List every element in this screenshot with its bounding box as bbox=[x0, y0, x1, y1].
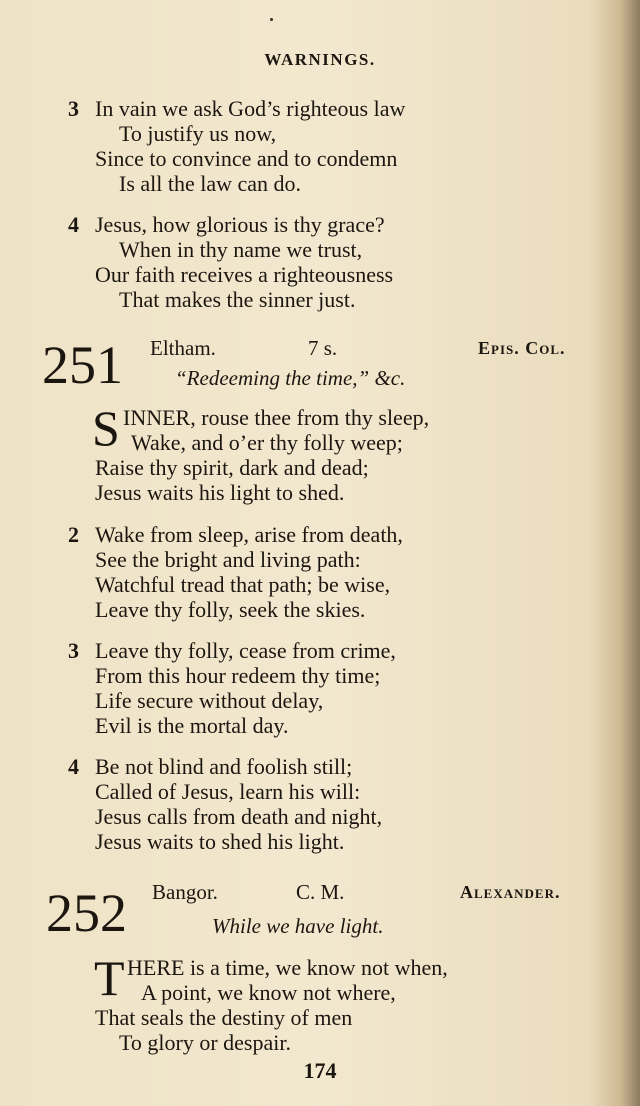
verse-line: 3 Leave thy folly, cease from crime, bbox=[68, 638, 396, 663]
verse-line: Evil is the mortal day. bbox=[95, 713, 289, 738]
composer: Epis. Col. bbox=[478, 338, 566, 358]
tune-name: Eltham. bbox=[150, 336, 216, 360]
hymn-251-stanza-3 bbox=[0, 638, 640, 738]
verse-line: See the bright and living path: bbox=[95, 547, 361, 572]
meter: 7 s. bbox=[308, 336, 338, 360]
hymn-252-stanza-1 bbox=[0, 950, 640, 1055]
verse-line: INNER, rouse thee from thy sleep, bbox=[123, 405, 430, 430]
verse-line: Raise thy spirit, dark and dead; bbox=[95, 455, 369, 480]
hymn-number: 252 bbox=[46, 883, 127, 943]
hymn-251-stanza-2 bbox=[0, 522, 640, 622]
running-header: WARNINGS. bbox=[264, 50, 376, 69]
verse-line: Jesus calls from death and night, bbox=[95, 804, 383, 829]
page-number: 174 bbox=[303, 1058, 337, 1083]
verse-line: HERE is a time, we know not when, bbox=[127, 955, 448, 980]
stanza-3-top bbox=[0, 96, 640, 196]
verse-line: 2 Wake from sleep, arise from death, bbox=[68, 522, 403, 547]
verse-line: Called of Jesus, learn his will: bbox=[95, 779, 361, 804]
stanza-number: 3 bbox=[68, 638, 79, 663]
composer: Alexander. bbox=[460, 882, 561, 902]
meter: C. M. bbox=[296, 880, 345, 904]
stanza-4-top bbox=[0, 212, 640, 312]
verse-line: Is all the law can do. bbox=[119, 171, 302, 196]
verse-line: 4 Be not blind and foolish still; bbox=[68, 754, 353, 779]
verse-line: Since to convince and to condemn bbox=[95, 146, 398, 171]
tune-name: Bangor. bbox=[152, 880, 218, 904]
hymn-subtitle: “Redeeming the time,” &c. bbox=[175, 366, 406, 390]
verse-line: A point, we know not where, bbox=[141, 980, 396, 1005]
hymn-252-heading bbox=[0, 880, 640, 960]
stanza-number: 2 bbox=[68, 522, 79, 547]
drop-cap: T bbox=[94, 950, 125, 1006]
verse-line: To justify us now, bbox=[119, 121, 277, 146]
hymn-number: 251 bbox=[42, 335, 123, 395]
verse-line: When in thy name we trust, bbox=[119, 237, 363, 262]
ink-speck bbox=[270, 18, 273, 21]
verse-line: Leave thy folly, seek the skies. bbox=[95, 597, 366, 622]
verse-line: 3 In vain we ask God’s righteous law bbox=[68, 96, 406, 121]
verse-line: That seals the destiny of men bbox=[95, 1005, 353, 1030]
verse-line: To glory or despair. bbox=[119, 1030, 291, 1055]
stanza-number: 4 bbox=[68, 754, 79, 779]
hymn-subtitle: While we have light. bbox=[212, 914, 384, 938]
verse-line: That makes the sinner just. bbox=[119, 287, 356, 312]
stanza-number: 3 bbox=[68, 96, 79, 121]
drop-cap: S bbox=[92, 400, 120, 456]
verse-line: Watchful tread that path; be wise, bbox=[95, 572, 391, 597]
verse-line: Jesus waits to shed his light. bbox=[95, 829, 345, 854]
verse-line: Life secure without delay, bbox=[95, 688, 324, 713]
stanza-number: 4 bbox=[68, 212, 79, 237]
hymn-251-stanza-4 bbox=[0, 754, 640, 854]
verse-line: Wake, and o’er thy folly weep; bbox=[131, 430, 403, 455]
verse-line: From this hour redeem thy time; bbox=[95, 663, 381, 688]
hymn-251-stanza-1 bbox=[0, 400, 640, 505]
verse-line: Jesus waits his light to shed. bbox=[95, 480, 345, 505]
verse-line: 4 Jesus, how glorious is thy grace? bbox=[68, 212, 385, 237]
verse-line: Our faith receives a righteousness bbox=[95, 262, 394, 287]
